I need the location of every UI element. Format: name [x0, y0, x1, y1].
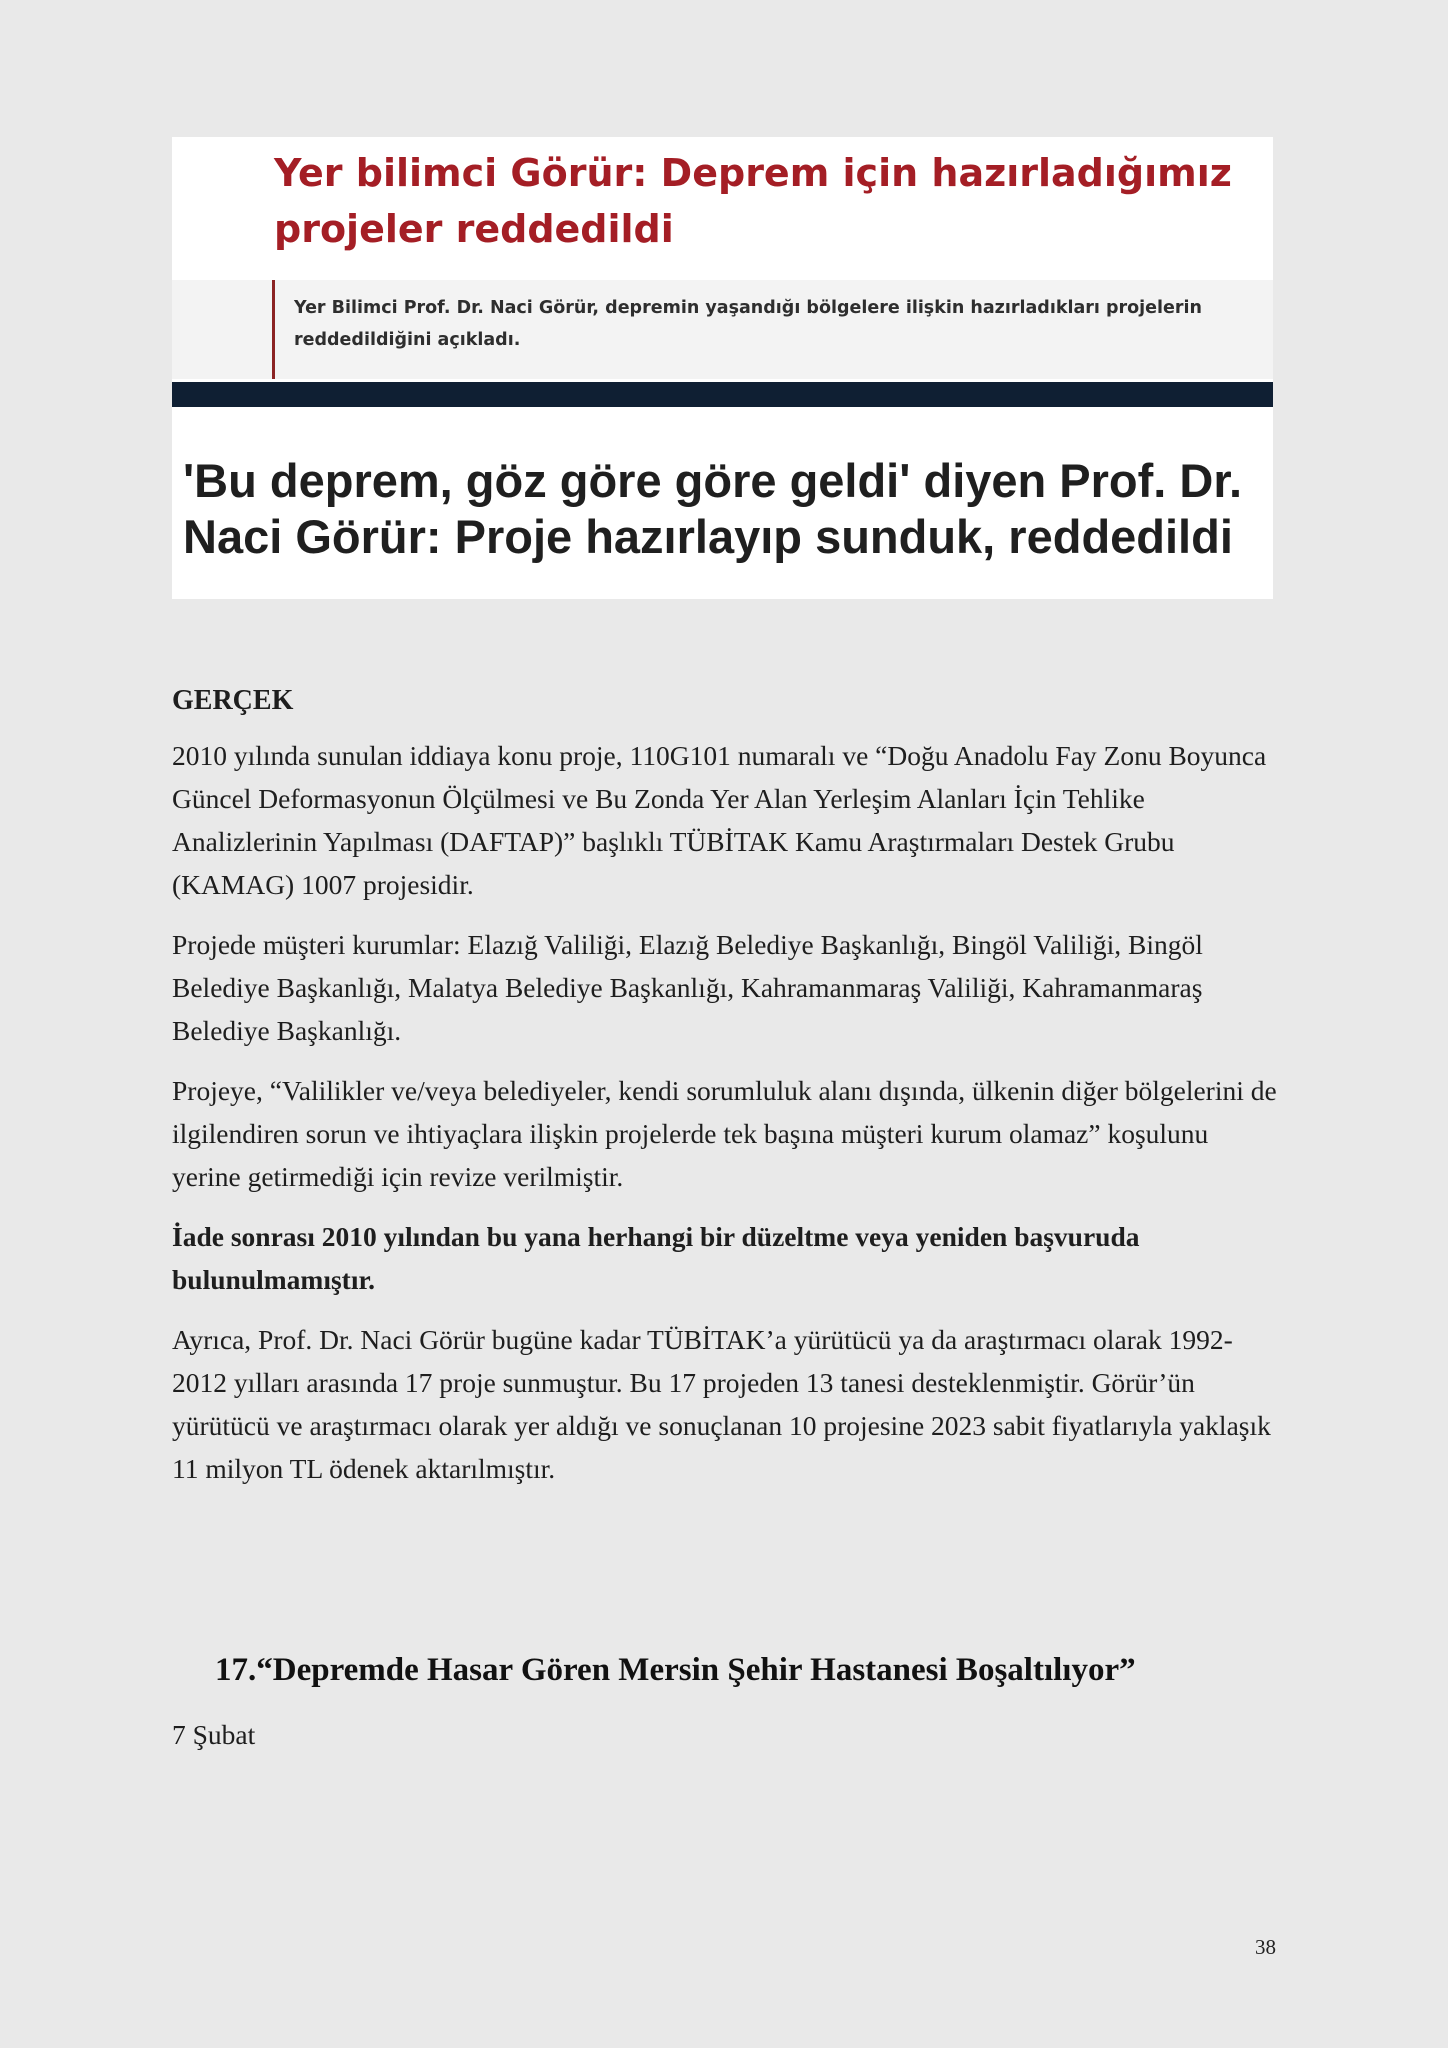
- news-clipping-image: [172, 137, 1273, 599]
- section-title: 17.“Depremde Hasar Gören Mersin Şehir Hastanesi Boşaltılıyor”: [215, 1652, 1136, 1688]
- clipping-headline-1: Yer bilimci Görür: Deprem için hazırladığımız projeler reddedildi: [274, 151, 1232, 251]
- clipping-summary: Yer Bilimci Prof. Dr. Naci Görür, depremin yaşandığı bölgelere ilişkin hazırladıkları projelerin reddedildiğini açıkladı.: [294, 298, 1203, 350]
- section-date: 7 Şubat: [172, 1719, 256, 1750]
- fact-paragraph-1: 2010 yılında sunulan iddiaya konu proje, 110G101 numaralı ve “Doğu Anadolu Fay Zonu Boyunca Güncel Deformasyonun Ölçülmesi ve Bu Zonda Yer Alan Yerleşim Alanları İçin Tehlike Analizlerinin Yapılması (DAFTAP)” başlıklı TÜBİTAK Kamu Araştırmaları Destek Grubu (KAMAG) 1007 projesidir.: [172, 740, 1267, 900]
- fact-paragraph-4-bold: İade sonrası 2010 yılından bu yana herhangi bir düzeltme veya yeniden başvuruda bulunulmamıştır.: [172, 1221, 1140, 1295]
- clipping-headline-2: 'Bu deprem, göz göre göre geldi' diyen Prof. Dr. Naci Görür: Proje hazırlayıp sunduk, reddedildi: [183, 454, 1243, 563]
- fact-section: [172, 679, 1277, 1507]
- fact-label: GERÇEK: [172, 685, 294, 716]
- clipping-divider-band: [172, 382, 1273, 407]
- fact-paragraph-5: Ayrıca, Prof. Dr. Naci Görür bugüne kadar TÜBİTAK’a yürütücü ya da araştırmacı olarak 1992-2012 yılları arasında 17 proje sunmuştur. Bu 17 projeden 13 tanesi desteklenmiştir. Görür’ün yürütücü ve araştırmacı olarak yer aldığı ve sonuçlanan 10 projesine 2023 sabit fiyatlarıyla yaklaşık 11 milyon TL ödenek aktarılmıştır.: [172, 1324, 1271, 1484]
- fact-paragraph-3: Projeye, “Valilikler ve/veya belediyeler, kendi sorumluluk alanı dışında, ülkenin diğer bölgelerini de ilgilendiren sorun ve ihtiyaçlara ilişkin projelerde tek başına müşteri kurum olamaz” koşulunu yerine getirmediği için revize verilmiştir.: [172, 1075, 1277, 1192]
- clipping-summary-accent-bar: [272, 280, 275, 379]
- fact-paragraph-2: Projede müşteri kurumlar: Elazığ Valiliği, Elazığ Belediye Başkanlığı, Bingöl Valiliği, Bingöl Belediye Başkanlığı, Malatya Belediye Başkanlığı, Kahramanmaraş Valiliği, Kahramanmaraş Belediye Başkanlığı.: [172, 929, 1203, 1046]
- page-number: 38: [1255, 1935, 1276, 1959]
